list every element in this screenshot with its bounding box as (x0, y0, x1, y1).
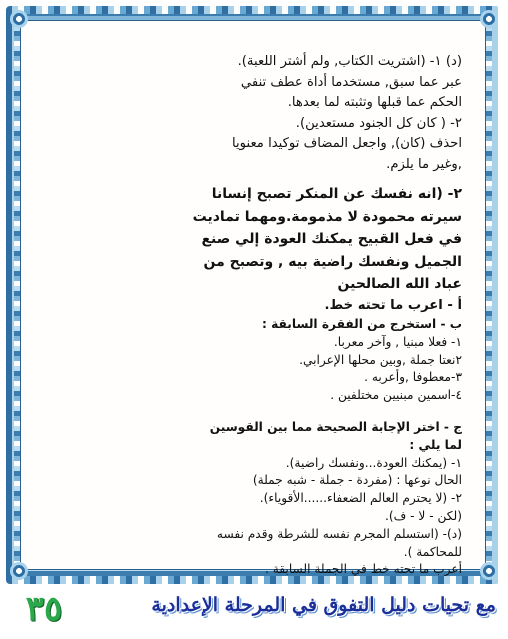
list-item: ٢نعتا جملة ,وبين محلها الإعرابي. (299, 352, 462, 367)
list-item: (د)- (استسلم المجرم نفسه للشرطة وقدم نفسه (216, 526, 462, 541)
question-a: أ - اعرب ما تحته خط. (324, 297, 462, 313)
page-number: ٣٥ (25, 589, 63, 629)
list-item: ٢- (لا يحترم العالم الضعفاء......الأقوياء). (259, 491, 462, 506)
question-d2: ٢- ( كان كل الجنود مستعدين). (295, 115, 462, 131)
question-b: ب - استخرج من الفقرة السابقة : (262, 317, 462, 331)
question-c-cont: لما يلي : (409, 437, 462, 452)
list-item: ١- (يمكنك العودة...ونفسك راضية). (285, 455, 462, 470)
corner-ornament-icon (10, 10, 28, 28)
list-item: أعرب ما تحته خط في الجملة السابقة . (264, 562, 462, 577)
footer-banner (0, 584, 508, 639)
text-line: ,وغير ما يلزم. (386, 156, 462, 172)
list-item: ٣-معطوفا ,وأعربه . (364, 370, 462, 385)
question-c: ج - اختر الإجابة الصحيحة مما بين القوسين (209, 419, 462, 434)
corner-ornament-icon (480, 10, 498, 28)
worksheet-text (34, 52, 462, 579)
text-line: احذف (كان), واجعل المضاف توكيدا معنويا (231, 136, 462, 151)
question-d1: (د) ١- (اشتريت الكتاب, ولم أشتر اللعبة). (237, 54, 462, 69)
text-line: عبر عما سبق, مستخدما أداة عطف تنفي (240, 74, 462, 90)
paragraph-line: الجميل ونفسك راضية بيه , وتصبح من (203, 253, 462, 270)
footer-title: مع تحيات دليل التفوق في المرحلة الإعدادية (151, 594, 496, 616)
corner-ornament-icon (480, 562, 498, 580)
paragraph-line: عباد الله الصالحين (337, 276, 462, 292)
paragraph-line: سيرته محمودة لا مذمومة.ومهما تماديت (192, 208, 462, 225)
list-item: ٤-اسمين مبنيين مختلفين . (330, 388, 462, 403)
list-item: (لكن - لا - ف). (385, 508, 462, 523)
text-line: الحكم عما قبلها وتثبته لما بعدها. (287, 95, 462, 110)
paragraph-line: ٢- (انه نفسك عن المنكر تصبح إنسانا (211, 186, 462, 202)
corner-ornament-icon (10, 562, 28, 580)
list-item: للمحاكمة ). (403, 544, 462, 559)
paragraph-line: في فعل القبيح يمكنك العودة إلي صنع (201, 231, 462, 247)
list-item: الحال نوعها : (مفردة - جملة - شبه جملة) (252, 473, 462, 488)
list-item: ١- فعلا مبنيا , وآخر معربا. (333, 334, 462, 349)
